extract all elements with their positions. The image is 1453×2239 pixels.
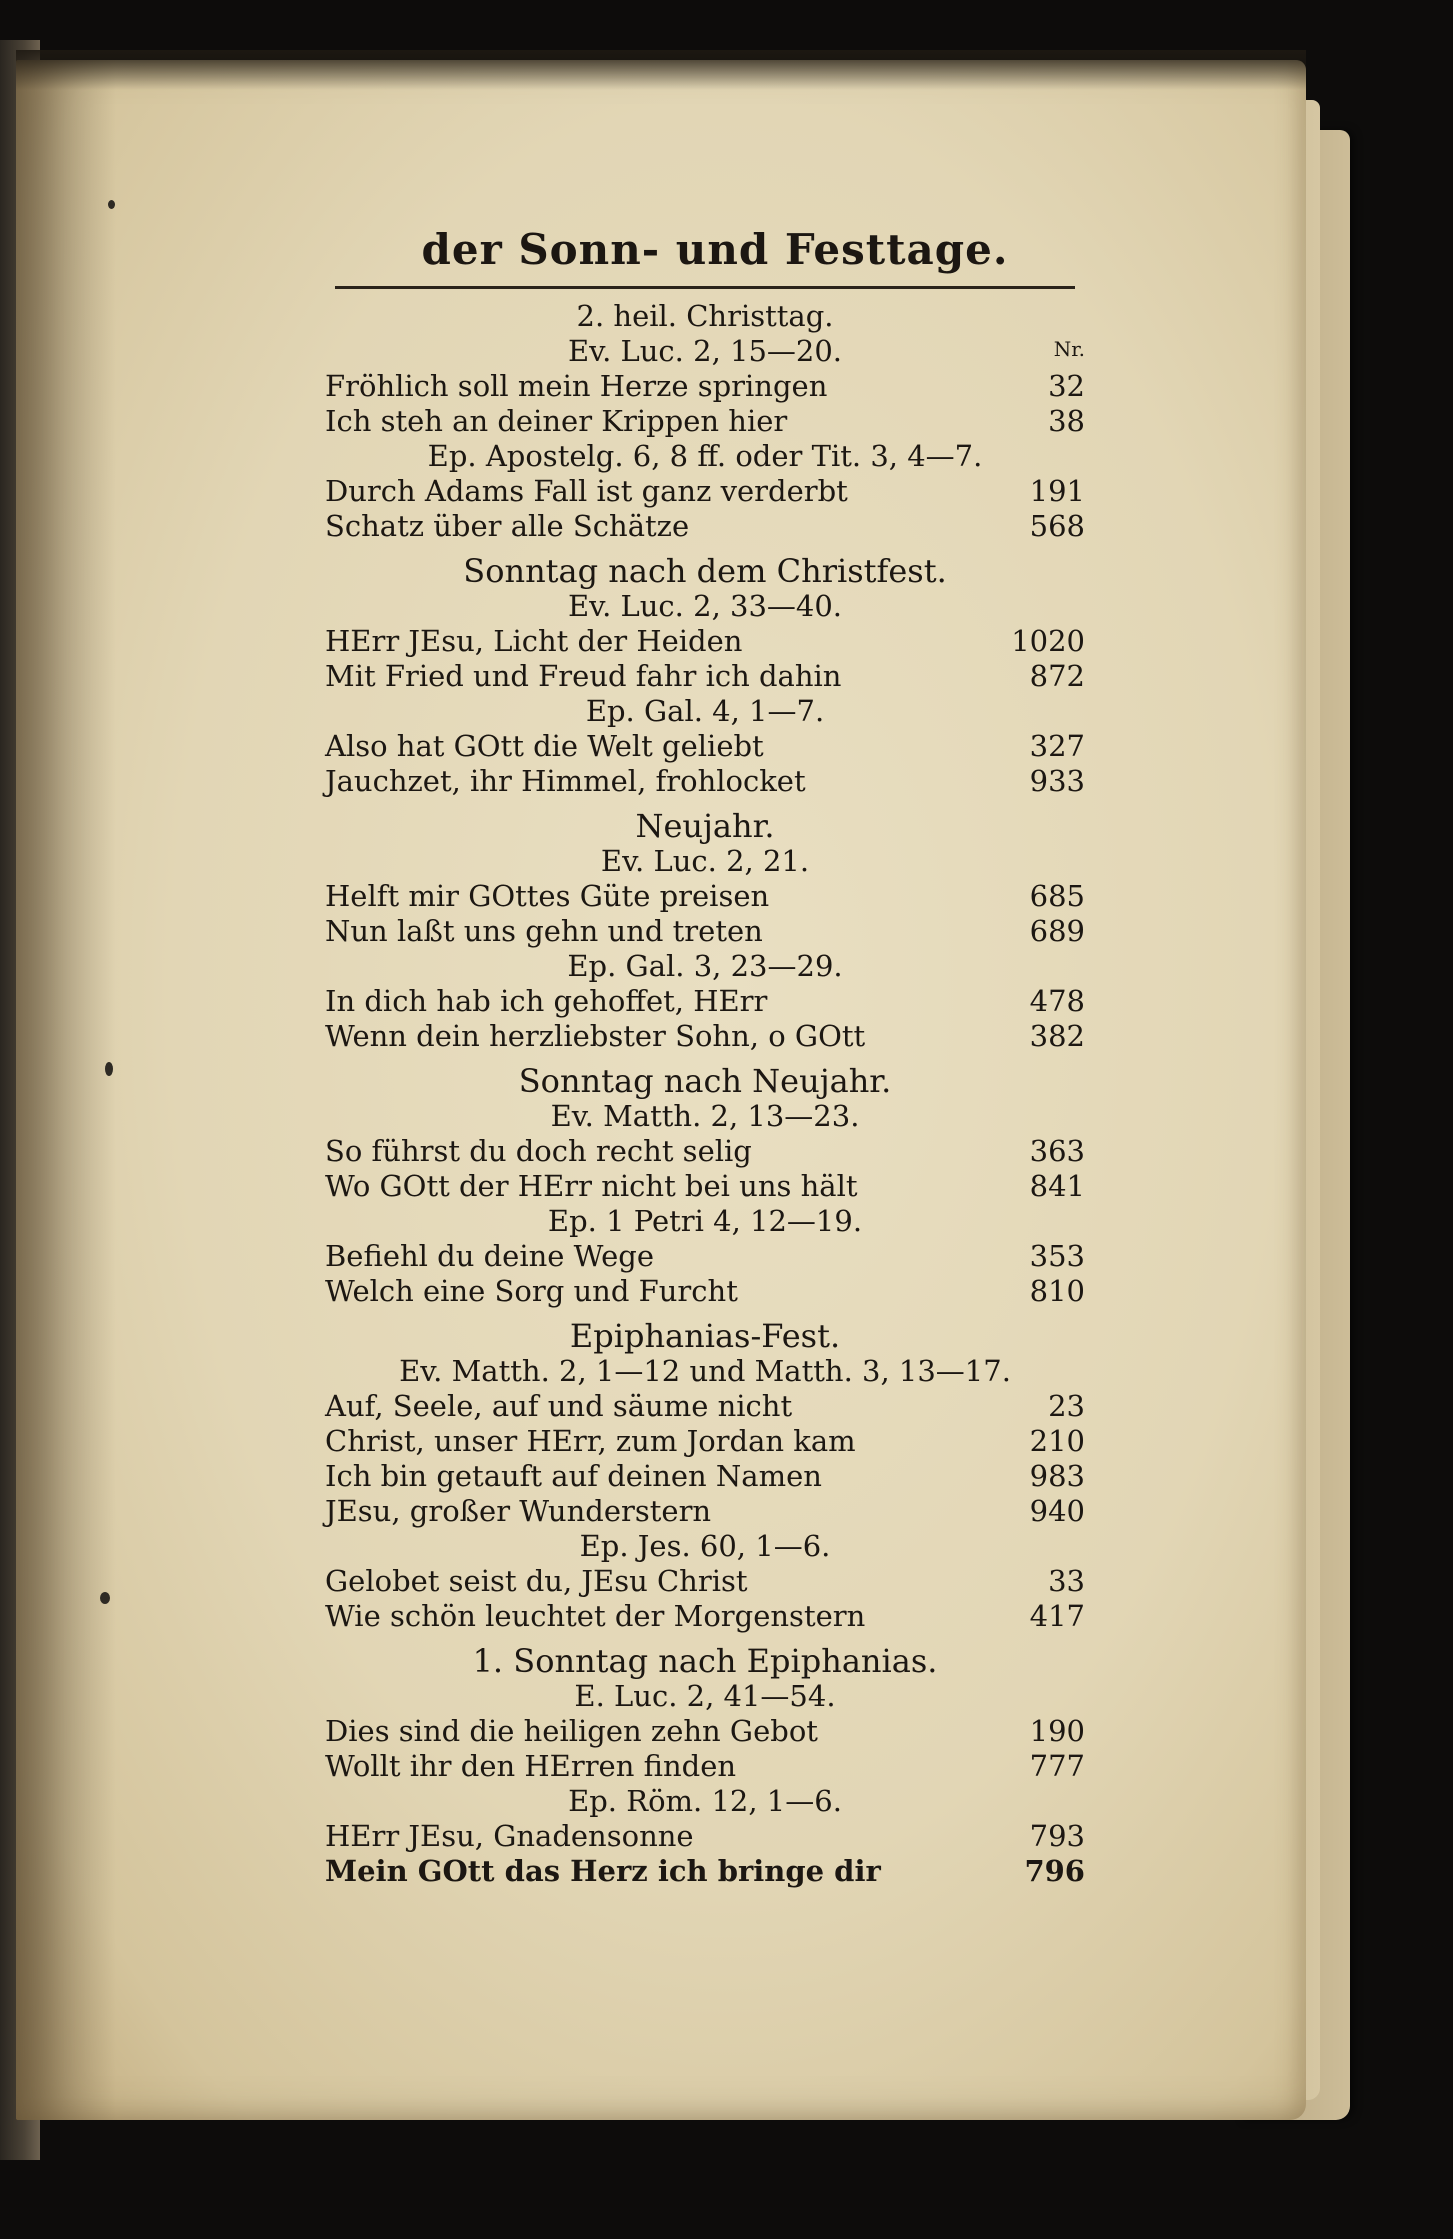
sections-list — [325, 299, 1085, 1889]
hymn-title: Wo GOtt der HErr nicht bei uns hält — [325, 1169, 858, 1203]
reading-reference: Ev. Luc. 2, 15—20. Nr. — [567, 334, 1085, 368]
hymn-row — [325, 1239, 1085, 1274]
hymn-row — [325, 1854, 1085, 1889]
hymn-row — [325, 1459, 1085, 1494]
hymn-row — [325, 1389, 1085, 1424]
hymn-title: Wollt ihr den HErren finden — [325, 1749, 737, 1783]
hymn-row — [325, 1819, 1085, 1854]
page-gutter-shadow — [16, 60, 116, 2120]
hymn-number: 685 — [1029, 879, 1085, 913]
reading-reference: Ev. Matth. 2, 1—12 und Matth. 3, 13—17. — [399, 1354, 1011, 1388]
reading-reference: Ev. Matth. 2, 13—23. — [550, 1099, 860, 1133]
hymn-title: Ich steh an deiner Krippen hier — [325, 404, 788, 438]
hymn-title: JEsu, großer Wunderstern — [325, 1494, 712, 1528]
hymn-title: Wie schön leuchtet der Morgenstern — [325, 1599, 866, 1633]
hymn-title: Helft mir GOttes Güte preisen — [325, 879, 770, 913]
section-title: 1. Sonntag nach Epiphanias. — [472, 1642, 938, 1680]
hymn-number: 810 — [1029, 1274, 1085, 1308]
hymn-title: So führst du doch recht selig — [325, 1134, 752, 1168]
hymn-number: 796 — [1024, 1854, 1085, 1888]
hymn-number: 793 — [1029, 1819, 1085, 1853]
reading-reference: Ep. Gal. 3, 23—29. — [567, 949, 843, 983]
page-top-shadow — [16, 50, 1306, 90]
hymn-row — [325, 1714, 1085, 1749]
reading-reference: Ep. Gal. 4, 1—7. — [585, 694, 825, 728]
hymn-number: 190 — [1029, 1714, 1085, 1748]
hymn-number: 417 — [1029, 1599, 1085, 1633]
hymn-title: Dies sind die heiligen zehn Gebot — [325, 1714, 818, 1748]
hymn-row — [325, 1564, 1085, 1599]
hymn-title: HErr JEsu, Licht der Heiden — [325, 624, 743, 658]
hymn-number: 777 — [1029, 1749, 1085, 1783]
hymn-row — [325, 764, 1085, 799]
hymn-title: Welch eine Sorg und Furcht — [325, 1274, 738, 1308]
hymn-row — [325, 509, 1085, 544]
hymn-number: 38 — [1048, 404, 1085, 438]
hymn-row — [325, 879, 1085, 914]
hymn-title: Wenn dein herzliebster Sohn, o GOtt — [325, 1019, 866, 1053]
section-title: Epiphanias-Fest. — [569, 1317, 841, 1355]
section-title: Sonntag nach Neujahr. — [518, 1062, 892, 1100]
hymn-row — [325, 474, 1085, 509]
section-title: 2. heil. Christtag. — [576, 299, 834, 333]
hymn-row — [325, 1274, 1085, 1309]
hymn-number: 363 — [1029, 1134, 1085, 1168]
hymn-row — [325, 1424, 1085, 1459]
hymn-title: Befiehl du deine Wege — [325, 1239, 654, 1273]
hymn-number: 872 — [1029, 659, 1085, 693]
hymn-title: Also hat GOtt die Welt geliebt — [325, 729, 764, 763]
section-title: Sonntag nach dem Christfest. — [463, 552, 947, 590]
hymn-number: 32 — [1048, 369, 1085, 403]
hymn-number: 353 — [1029, 1239, 1085, 1273]
reading-reference: Ep. 1 Petri 4, 12—19. — [547, 1204, 863, 1238]
hymn-title: Nun laßt uns gehn und treten — [325, 914, 763, 948]
hymn-row — [325, 729, 1085, 764]
hymn-title: Fröhlich soll mein Herze springen — [325, 369, 828, 403]
hymn-row — [325, 914, 1085, 949]
hymn-title: Mein GOtt das Herz ich bringe dir — [325, 1854, 881, 1888]
hymn-row — [325, 1494, 1085, 1529]
hymn-title: Christ, unser HErr, zum Jordan kam — [325, 1424, 856, 1458]
hymn-row — [325, 1599, 1085, 1634]
hymn-number: 689 — [1029, 914, 1085, 948]
reading-reference: E. Luc. 2, 41—54. — [574, 1679, 836, 1713]
hymn-row — [325, 404, 1085, 439]
hymn-title: Schatz über alle Schätze — [325, 509, 690, 543]
head-rule — [335, 286, 1075, 289]
hymn-row — [325, 1169, 1085, 1204]
hymn-number: 382 — [1029, 1019, 1085, 1053]
hymn-title: Gelobet seist du, JEsu Christ — [325, 1564, 748, 1598]
hymn-number: 841 — [1029, 1169, 1085, 1203]
ink-spot — [100, 1592, 110, 1604]
hymn-number: 568 — [1029, 509, 1085, 543]
running-head: der Sonn- und Festtage. — [421, 225, 1009, 274]
nr-column-label: Nr. — [1053, 337, 1085, 361]
hymn-number: 210 — [1029, 1424, 1085, 1458]
ink-spot — [108, 200, 115, 209]
hymn-number: 23 — [1048, 1389, 1085, 1423]
hymn-row — [325, 659, 1085, 694]
hymn-number: 1020 — [1011, 624, 1085, 658]
hymn-title: Mit Fried und Freud fahr ich dahin — [325, 659, 842, 693]
hymn-number: 33 — [1048, 1564, 1085, 1598]
hymn-number: 940 — [1029, 1494, 1085, 1528]
ink-spot — [105, 1062, 113, 1076]
reading-reference: Ep. Apostelg. 6, 8 ff. oder Tit. 3, 4—7. — [427, 439, 983, 473]
hymn-title: Ich bin getauft auf deinen Namen — [325, 1459, 822, 1493]
hymn-title: Auf, Seele, auf und säume nicht — [325, 1389, 793, 1423]
reading-reference: Ev. Luc. 2, 33—40. — [567, 589, 843, 623]
hymn-title: Jauchzet, ihr Himmel, frohlocket — [325, 764, 806, 798]
hymn-row — [325, 1134, 1085, 1169]
hymn-index — [325, 225, 1085, 1889]
hymn-number: 983 — [1029, 1459, 1085, 1493]
hymn-row — [325, 624, 1085, 659]
hymn-title: HErr JEsu, Gnadensonne — [325, 1819, 694, 1853]
hymn-number: 191 — [1029, 474, 1085, 508]
reading-reference: Ev. Luc. 2, 21. — [600, 844, 810, 878]
hymn-row — [325, 984, 1085, 1019]
hymn-row — [325, 1749, 1085, 1784]
hymn-title: Durch Adams Fall ist ganz verderbt — [325, 474, 848, 508]
section-title: Neujahr. — [635, 807, 775, 845]
reading-reference: Ep. Röm. 12, 1—6. — [568, 1784, 842, 1818]
hymn-row — [325, 1019, 1085, 1054]
hymn-row — [325, 369, 1085, 404]
hymn-number: 327 — [1029, 729, 1085, 763]
reading-reference: Ep. Jes. 60, 1—6. — [579, 1529, 831, 1563]
hymn-number: 933 — [1029, 764, 1085, 798]
hymn-title: In dich hab ich gehoffet, HErr — [325, 984, 768, 1018]
hymn-number: 478 — [1029, 984, 1085, 1018]
